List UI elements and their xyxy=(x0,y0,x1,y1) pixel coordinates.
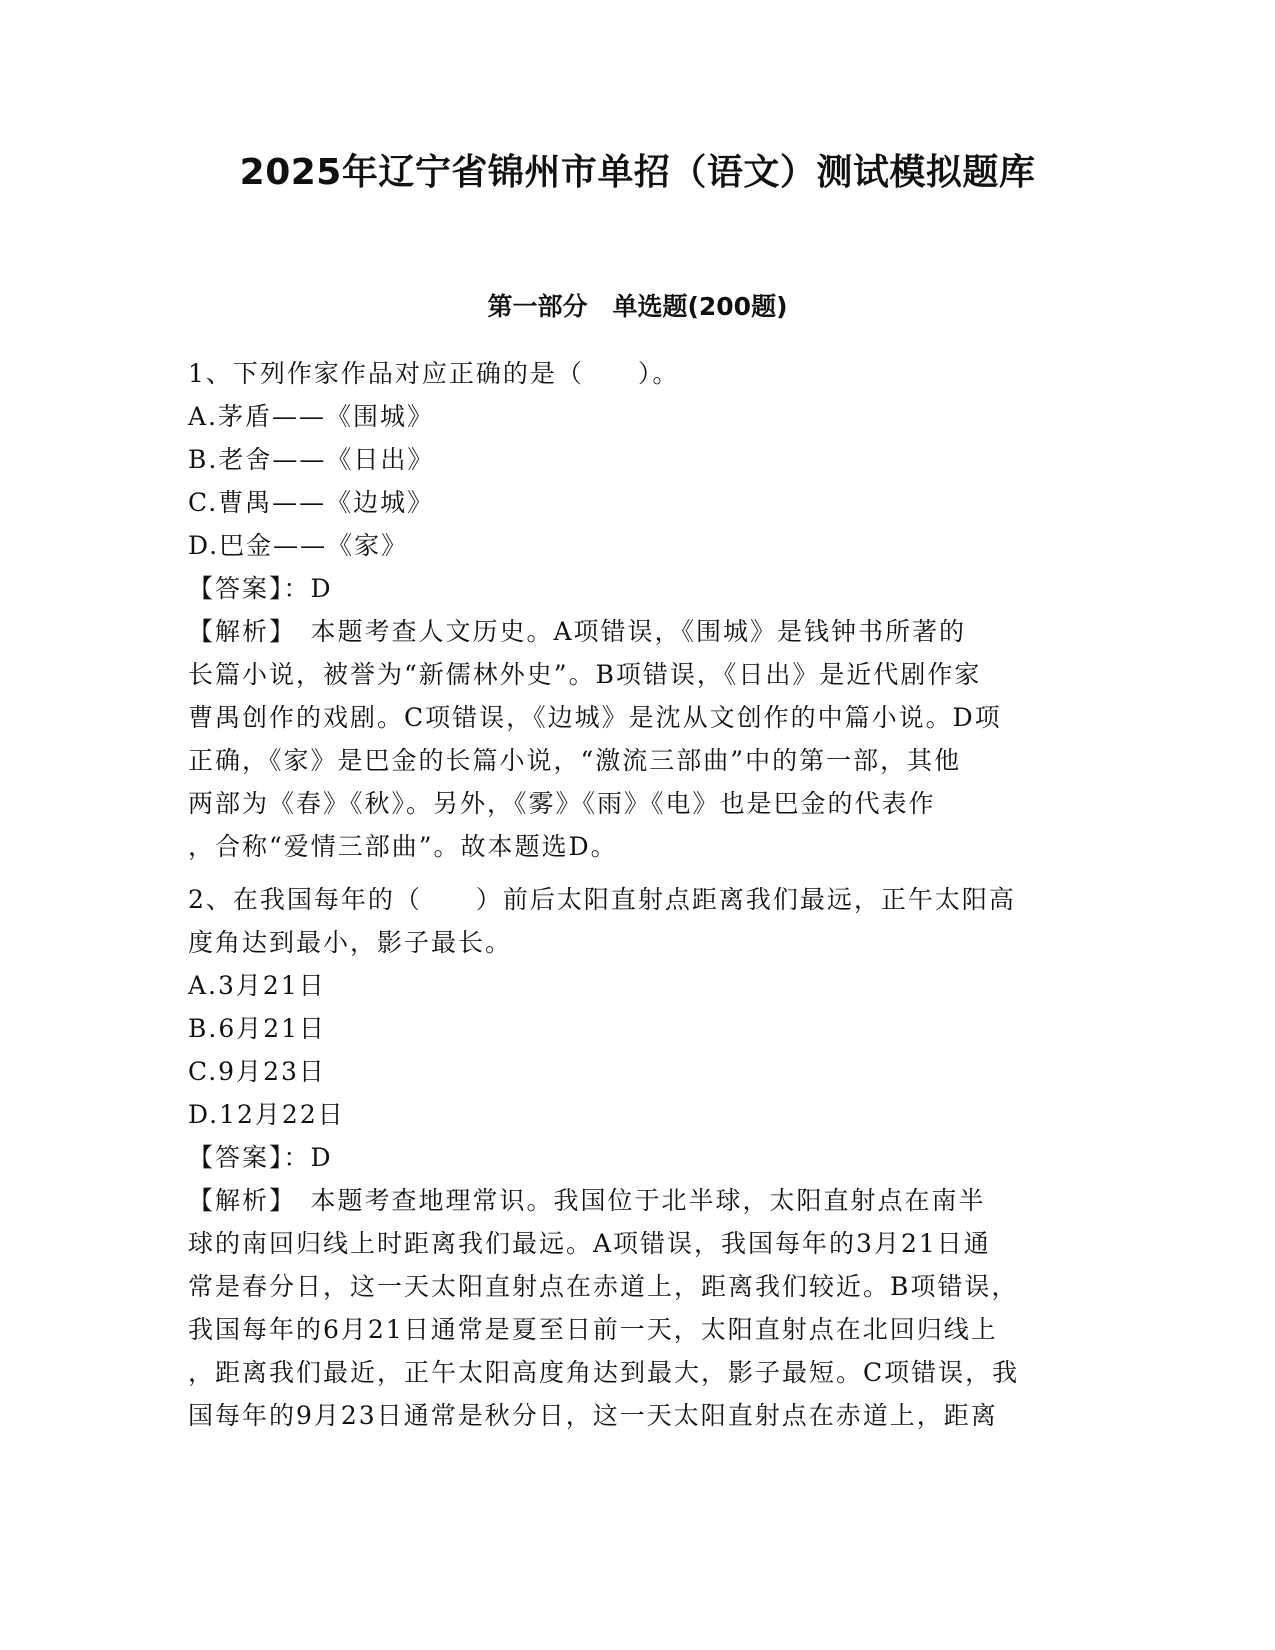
question-2 xyxy=(188,878,1088,1437)
analysis-line: 国每年的9月23日通常是秋分日，这一天太阳直射点在赤道上，距离 xyxy=(188,1401,998,1430)
option-b: B.6月21日 xyxy=(188,1014,327,1043)
question-stem: 2、在我国每年的（ ）前后太阳直射点距离我们最远，正午太阳高 xyxy=(188,885,1016,914)
analysis-line: 正确，《家》是巴金的长篇小说，“激流三部曲”中的第一部，其他 xyxy=(188,746,962,775)
question-stem: 1、下列作家作品对应正确的是（ ）。 xyxy=(188,359,680,388)
question-stem: 度角达到最小，影子最长。 xyxy=(188,928,513,957)
option-c: C.曹禺——《边城》 xyxy=(188,488,435,517)
analysis-line: 我国每年的6月21日通常是夏至日前一天，太阳直射点在北回归线上 xyxy=(188,1315,998,1344)
analysis-line: 曹禺创作的戏剧。C项错误，《边城》是沈从文创作的中篇小说。D项 xyxy=(188,703,1002,732)
analysis-line: ，距离我们最近，正午太阳高度角达到最大，影子最短。C项错误，我 xyxy=(188,1358,1020,1387)
analysis-line: 长篇小说，被誉为“新儒林外史”。B项错误，《日出》是近代剧作家 xyxy=(188,660,982,689)
analysis-line: 【解析】 本题考查地理常识。我国位于北半球，太阳直射点在南半 xyxy=(188,1186,986,1215)
option-d: D.12月22日 xyxy=(188,1100,345,1129)
document-body xyxy=(188,352,1088,1437)
option-a: A.3月21日 xyxy=(188,971,326,1000)
analysis-line: ，合称“爱情三部曲”。故本题选D。 xyxy=(188,832,618,861)
option-c: C.9月23日 xyxy=(188,1057,326,1086)
analysis-line: 【解析】 本题考查人文历史。A项错误，《围城》是钱钟书所著的 xyxy=(188,617,967,646)
section-title: 第一部分 单选题(200题) xyxy=(487,292,788,321)
question-spacer xyxy=(188,868,1088,878)
option-d: D.巴金——《家》 xyxy=(188,531,409,560)
question-1 xyxy=(188,352,1088,868)
document-title: 2025年辽宁省锦州市单招（语文）测试模拟题库 xyxy=(239,152,1036,193)
analysis-line: 球的南回归线上时距离我们最远。A项错误，我国每年的3月21日通 xyxy=(188,1229,991,1258)
answer-line: 【答案】：D xyxy=(188,574,333,603)
option-a: A.茅盾——《围城》 xyxy=(188,402,435,431)
answer-line: 【答案】：D xyxy=(188,1143,333,1172)
analysis-line: 常是春分日，这一天太阳直射点在赤道上，距离我们较近。B项错误， xyxy=(188,1272,1019,1301)
analysis-line: 两部为《春》《秋》。另外，《雾》《雨》《电》也是巴金的代表作 xyxy=(188,789,936,818)
option-b: B.老舍——《日出》 xyxy=(188,445,435,474)
